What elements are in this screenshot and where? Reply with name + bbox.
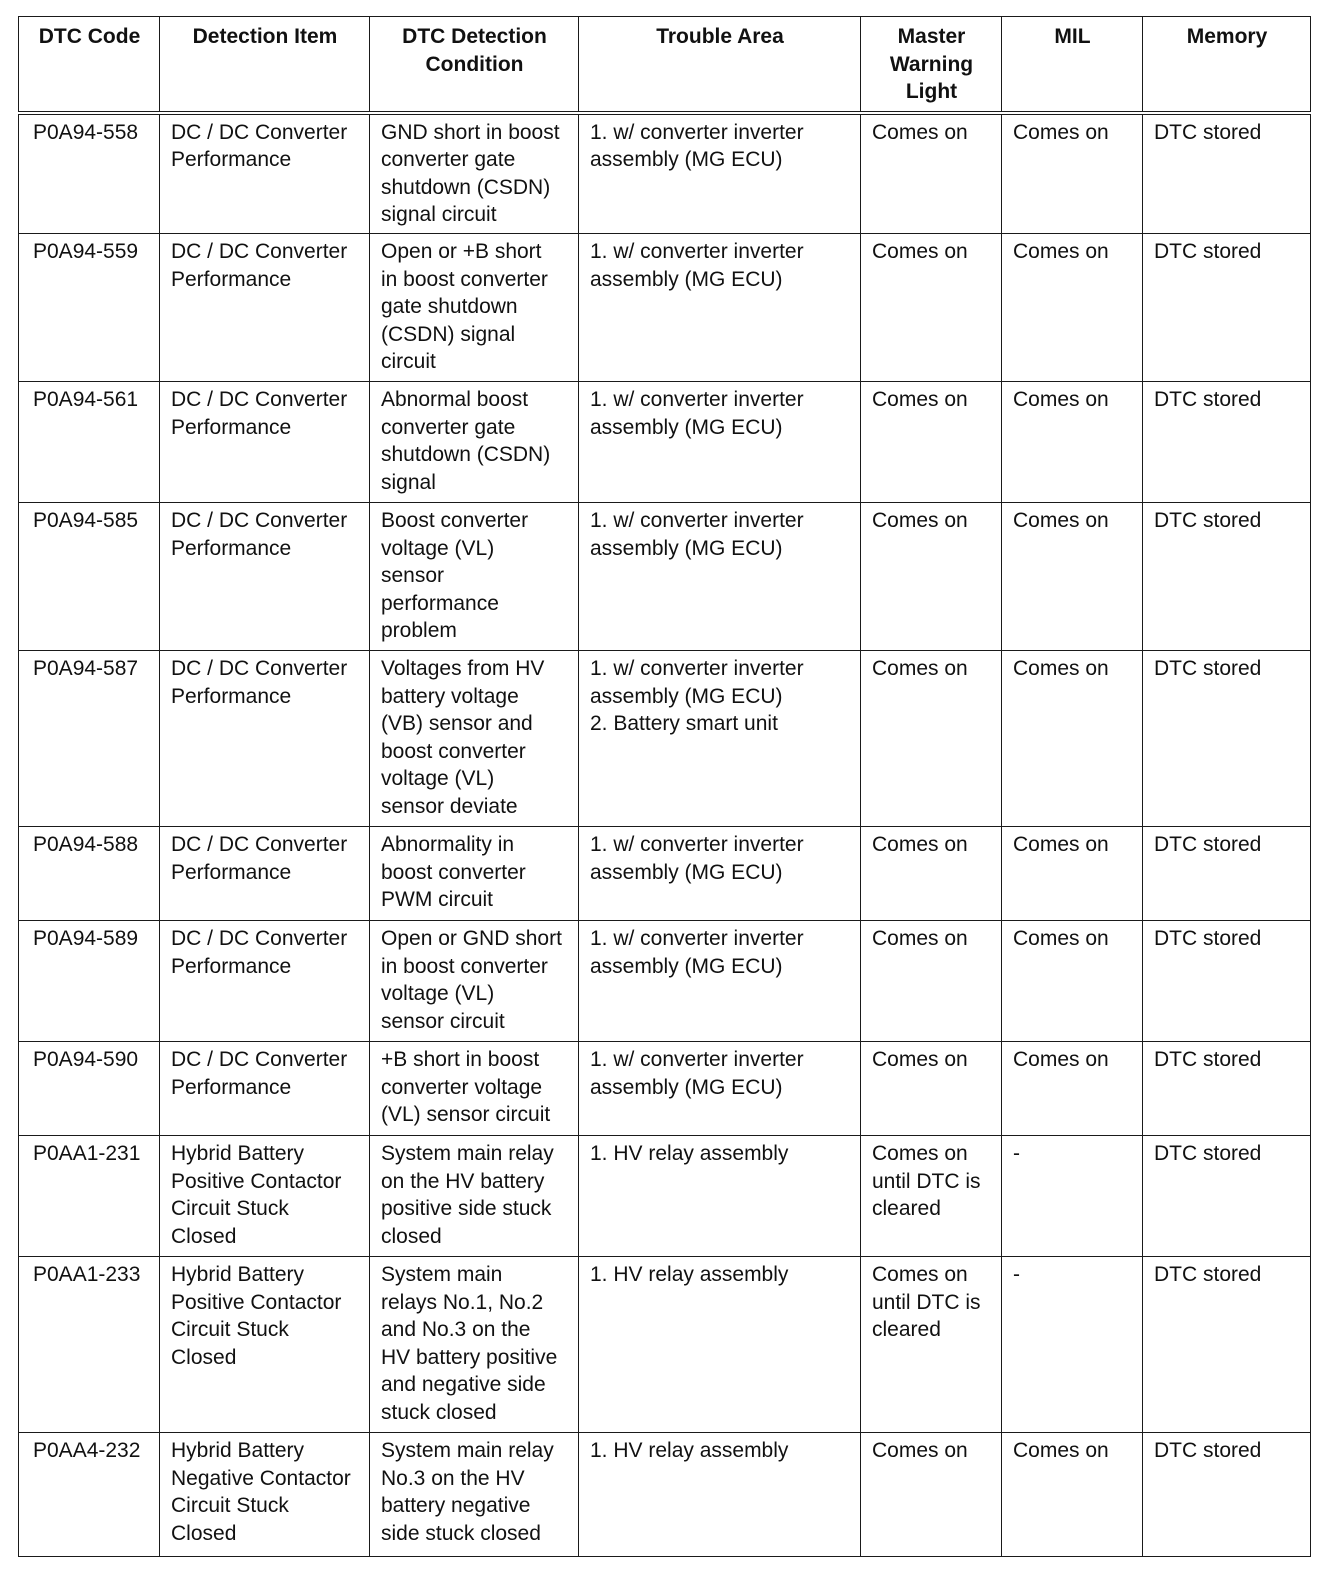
cell-detection-condition: Open or +B short in boost converter gate shutdown (CSDN) signal circuit	[370, 234, 579, 382]
cell-trouble-area: 1. w/ converter inverter assembly (MG ECU)	[579, 113, 861, 234]
cell-detection-item: DC / DC Converter Performance	[160, 651, 370, 827]
table-row	[19, 1042, 1311, 1136]
cell-memory: DTC stored	[1143, 1257, 1311, 1433]
cell-memory: DTC stored	[1143, 503, 1311, 651]
cell-detection-condition: Open or GND short in boost converter voltage (VL) sensor circuit	[370, 921, 579, 1042]
cell-master-warning-light: Comes on until DTC is cleared	[861, 1257, 1002, 1433]
cell-detection-item: Hybrid Battery Negative Contactor Circuit Stuck Closed	[160, 1433, 370, 1557]
cell-detection-item: DC / DC Converter Performance	[160, 234, 370, 382]
table-row	[19, 1136, 1311, 1257]
table-row	[19, 827, 1311, 921]
cell-memory: DTC stored	[1143, 1433, 1311, 1557]
cell-detection-condition: +B short in boost converter voltage (VL) sensor circuit	[370, 1042, 579, 1136]
cell-trouble-area: 1. w/ converter inverter assembly (MG ECU)	[579, 503, 861, 651]
cell-mil: Comes on	[1002, 651, 1143, 827]
cell-master-warning-light: Comes on	[861, 113, 1002, 234]
table-row	[19, 234, 1311, 382]
table-row	[19, 113, 1311, 234]
table-row	[19, 1433, 1311, 1557]
cell-master-warning-light: Comes on	[861, 234, 1002, 382]
cell-dtc-code: P0A94-585	[19, 503, 160, 651]
cell-mil: Comes on	[1002, 382, 1143, 503]
cell-trouble-area: 1. w/ converter inverter assembly (MG ECU)	[579, 1042, 861, 1136]
cell-detection-condition: Abnormality in boost converter PWM circuit	[370, 827, 579, 921]
cell-memory: DTC stored	[1143, 651, 1311, 827]
cell-dtc-code: P0AA4-232	[19, 1433, 160, 1557]
cell-detection-item: Hybrid Battery Positive Contactor Circuit Stuck Closed	[160, 1257, 370, 1433]
cell-master-warning-light: Comes on	[861, 1433, 1002, 1557]
cell-dtc-code: P0A94-559	[19, 234, 160, 382]
cell-mil: Comes on	[1002, 113, 1143, 234]
cell-dtc-code: P0A94-561	[19, 382, 160, 503]
cell-master-warning-light: Comes on until DTC is cleared	[861, 1136, 1002, 1257]
cell-detection-condition: Boost converter voltage (VL) sensor performance problem	[370, 503, 579, 651]
cell-detection-item: DC / DC Converter Performance	[160, 827, 370, 921]
cell-mil: Comes on	[1002, 827, 1143, 921]
cell-detection-item: DC / DC Converter Performance	[160, 1042, 370, 1136]
cell-dtc-code: P0A94-587	[19, 651, 160, 827]
cell-detection-condition: System main relays No.1, No.2 and No.3 on the HV battery positive and negative side stuck closed	[370, 1257, 579, 1433]
cell-detection-item: DC / DC Converter Performance	[160, 503, 370, 651]
table-row	[19, 1257, 1311, 1433]
header-mil: MIL	[1002, 17, 1143, 113]
table-row	[19, 503, 1311, 651]
cell-master-warning-light: Comes on	[861, 651, 1002, 827]
cell-detection-condition: System main relay No.3 on the HV battery negative side stuck closed	[370, 1433, 579, 1557]
cell-memory: DTC stored	[1143, 382, 1311, 503]
cell-dtc-code: P0A94-588	[19, 827, 160, 921]
cell-dtc-code: P0AA1-231	[19, 1136, 160, 1257]
cell-mil: Comes on	[1002, 503, 1143, 651]
cell-detection-condition: Abnormal boost converter gate shutdown (CSDN) signal	[370, 382, 579, 503]
cell-memory: DTC stored	[1143, 921, 1311, 1042]
cell-mil: -	[1002, 1136, 1143, 1257]
cell-dtc-code: P0A94-589	[19, 921, 160, 1042]
cell-mil: -	[1002, 1257, 1143, 1433]
cell-trouble-area: 1. w/ converter inverter assembly (MG ECU)	[579, 827, 861, 921]
cell-master-warning-light: Comes on	[861, 382, 1002, 503]
cell-trouble-area: 1. w/ converter inverter assembly (MG ECU)	[579, 234, 861, 382]
cell-memory: DTC stored	[1143, 1042, 1311, 1136]
cell-detection-item: Hybrid Battery Positive Contactor Circuit Stuck Closed	[160, 1136, 370, 1257]
cell-detection-item: DC / DC Converter Performance	[160, 921, 370, 1042]
header-memory: Memory	[1143, 17, 1311, 113]
cell-dtc-code: P0A94-558	[19, 113, 160, 234]
table-header-row	[19, 17, 1311, 113]
cell-mil: Comes on	[1002, 1042, 1143, 1136]
cell-detection-condition: GND short in boost converter gate shutdown (CSDN) signal circuit	[370, 113, 579, 234]
cell-mil: Comes on	[1002, 1433, 1143, 1557]
cell-detection-item: DC / DC Converter Performance	[160, 382, 370, 503]
cell-master-warning-light: Comes on	[861, 503, 1002, 651]
cell-trouble-area: 1. HV relay assembly	[579, 1433, 861, 1557]
cell-mil: Comes on	[1002, 921, 1143, 1042]
cell-master-warning-light: Comes on	[861, 1042, 1002, 1136]
cell-dtc-code: P0AA1-233	[19, 1257, 160, 1433]
cell-detection-condition: System main relay on the HV battery positive side stuck closed	[370, 1136, 579, 1257]
cell-trouble-area: 1. HV relay assembly	[579, 1136, 861, 1257]
header-trouble-area: Trouble Area	[579, 17, 861, 113]
cell-detection-item: DC / DC Converter Performance	[160, 113, 370, 234]
table-row	[19, 651, 1311, 827]
cell-mil: Comes on	[1002, 234, 1143, 382]
cell-memory: DTC stored	[1143, 827, 1311, 921]
header-detection-condition: DTC Detection Condition	[370, 17, 579, 113]
header-master-warning-light: Master Warning Light	[861, 17, 1002, 113]
header-detection-item: Detection Item	[160, 17, 370, 113]
cell-trouble-area: 1. w/ converter inverter assembly (MG ECU) 2. Battery smart unit	[579, 651, 861, 827]
table-row	[19, 382, 1311, 503]
cell-detection-condition: Voltages from HV battery voltage (VB) sensor and boost converter voltage (VL) sensor deviate	[370, 651, 579, 827]
cell-memory: DTC stored	[1143, 1136, 1311, 1257]
table-row	[19, 921, 1311, 1042]
cell-master-warning-light: Comes on	[861, 921, 1002, 1042]
cell-memory: DTC stored	[1143, 113, 1311, 234]
header-dtc-code: DTC Code	[19, 17, 160, 113]
dtc-table	[18, 16, 1311, 1557]
cell-trouble-area: 1. HV relay assembly	[579, 1257, 861, 1433]
cell-trouble-area: 1. w/ converter inverter assembly (MG ECU)	[579, 921, 861, 1042]
cell-master-warning-light: Comes on	[861, 827, 1002, 921]
cell-trouble-area: 1. w/ converter inverter assembly (MG ECU)	[579, 382, 861, 503]
cell-dtc-code: P0A94-590	[19, 1042, 160, 1136]
cell-memory: DTC stored	[1143, 234, 1311, 382]
